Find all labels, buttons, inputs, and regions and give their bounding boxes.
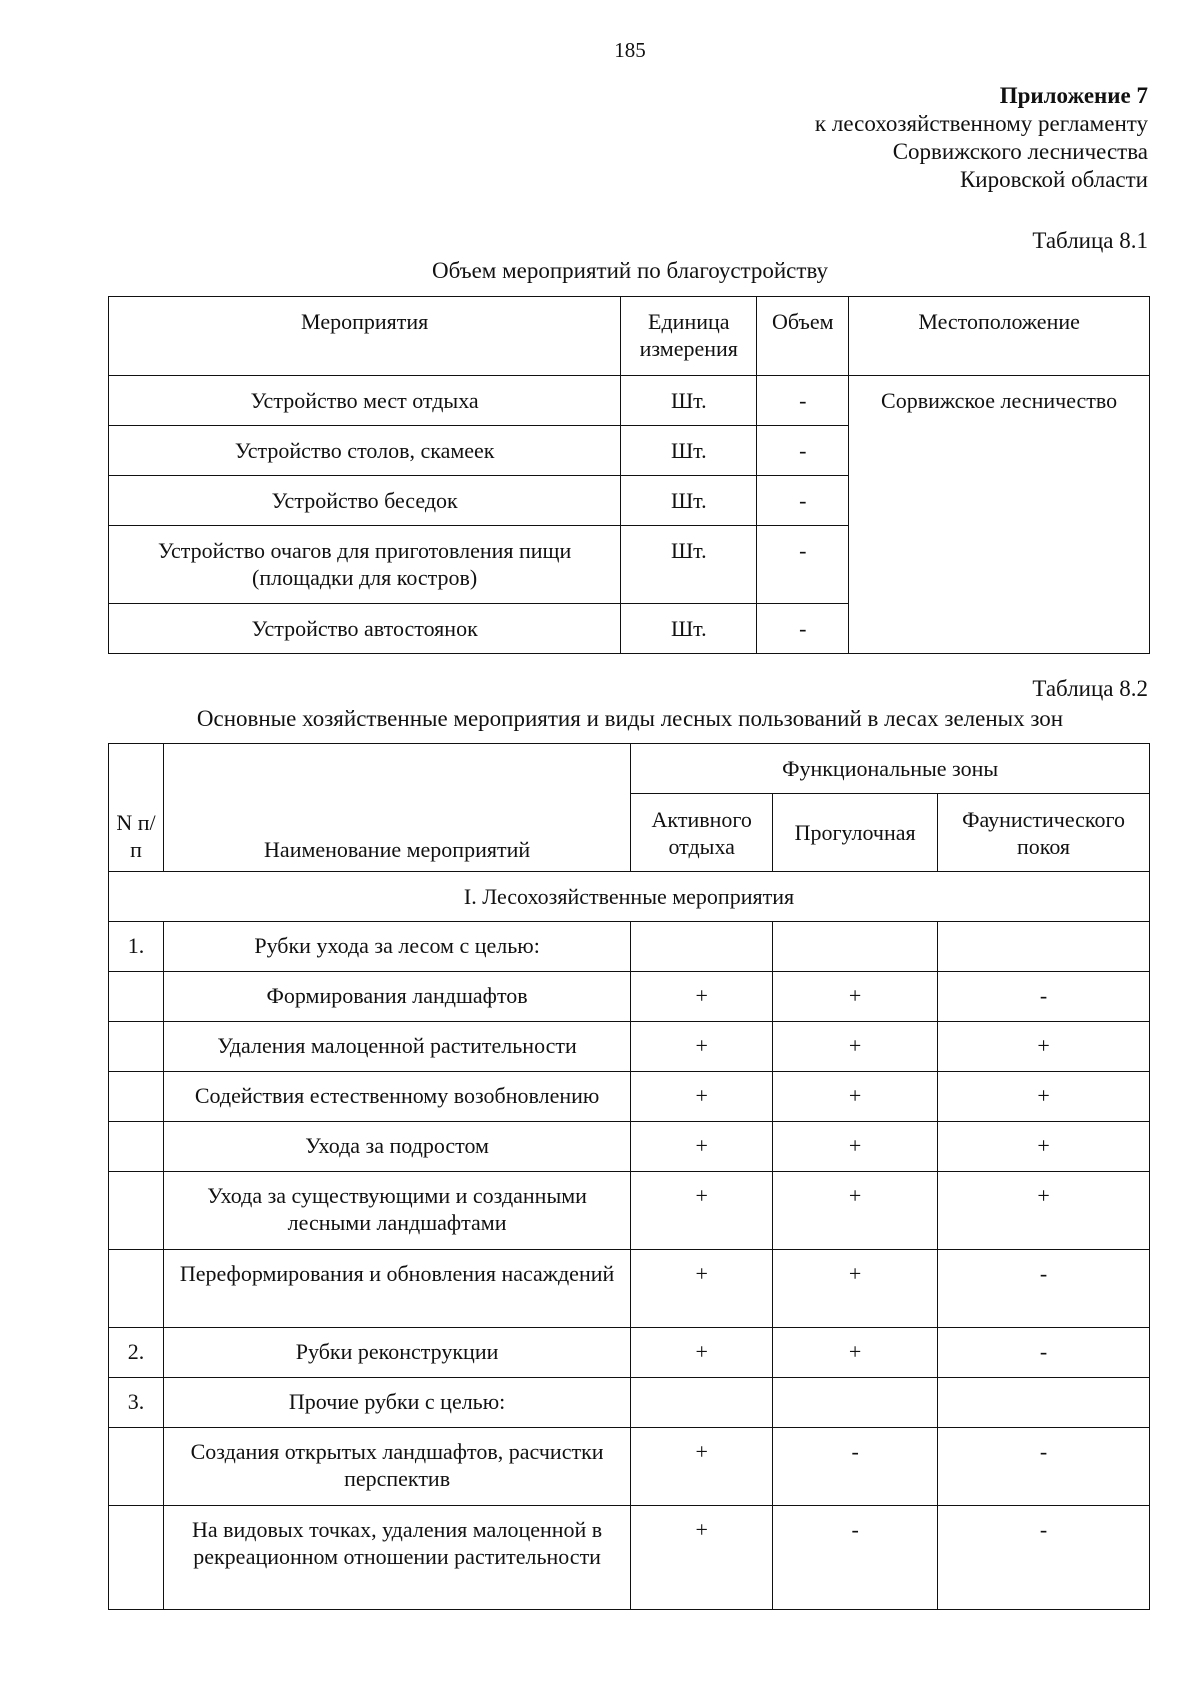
table-row <box>109 1378 1150 1428</box>
walking-cell: + <box>773 1122 938 1172</box>
active-cell: + <box>631 1250 773 1328</box>
activity-cell: Устройство беседок <box>109 476 621 526</box>
walking-cell: + <box>773 1022 938 1072</box>
header-active: Активного отдыха <box>631 794 773 872</box>
active-cell <box>631 1378 773 1428</box>
faunal-cell: + <box>938 1122 1150 1172</box>
activity-cell: Устройство столов, скамеек <box>109 426 621 476</box>
num-cell <box>109 1506 164 1610</box>
appendix-line-1: к лесохозяйственному регламенту <box>814 111 1148 136</box>
location-cell: Сорвижское лесничество <box>849 376 1150 654</box>
name-cell: Ухода за подростом <box>163 1122 630 1172</box>
faunal-cell: - <box>938 1250 1150 1328</box>
walking-cell: - <box>773 1428 938 1506</box>
walking-cell: + <box>773 1072 938 1122</box>
table-row <box>109 922 1150 972</box>
name-cell: Ухода за существующими и созданными лесными ландшафтами <box>163 1172 630 1250</box>
walking-cell: + <box>773 1172 938 1250</box>
appendix-line-2: Сорвижского лесничества <box>892 139 1148 164</box>
header-faunal: Фаунистического покоя <box>938 794 1150 872</box>
unit-cell: Шт. <box>621 476 757 526</box>
walking-cell: + <box>773 1328 938 1378</box>
table1-number: Таблица 8.1 <box>1032 228 1148 253</box>
volume-cell: - <box>757 376 849 426</box>
activity-cell: Устройство очагов для приготовления пищи (площадки для костров) <box>109 526 621 604</box>
name-cell: Содействия естественному возобновлению <box>163 1072 630 1122</box>
walking-cell <box>773 922 938 972</box>
num-cell <box>109 1022 164 1072</box>
name-cell: Прочие рубки с целью: <box>163 1378 630 1428</box>
unit-cell: Шт. <box>621 604 757 654</box>
num-cell <box>109 1172 164 1250</box>
header-walking: Прогулочная <box>773 794 938 872</box>
faunal-cell: - <box>938 1506 1150 1610</box>
name-cell: Рубки ухода за лесом с целью: <box>163 922 630 972</box>
faunal-cell: - <box>938 1428 1150 1506</box>
table-row <box>109 1506 1150 1610</box>
name-cell: Рубки реконструкции <box>163 1328 630 1378</box>
num-cell <box>109 1122 164 1172</box>
num-cell <box>109 1428 164 1506</box>
header-zones: Функциональные зоны <box>631 744 1150 794</box>
table-8-1 <box>108 296 1150 654</box>
table-row <box>109 1328 1150 1378</box>
table-row <box>109 376 1150 426</box>
header-num: N п/п <box>109 744 164 872</box>
active-cell: + <box>631 1428 773 1506</box>
num-cell <box>109 1072 164 1122</box>
num-cell: 1. <box>109 922 164 972</box>
name-cell: Переформирования и обновления насаждений <box>163 1250 630 1328</box>
faunal-cell <box>938 1378 1150 1428</box>
faunal-cell: - <box>938 1328 1150 1378</box>
table1-title: Объем мероприятий по благоустройству <box>431 258 829 283</box>
active-cell: + <box>631 1328 773 1378</box>
num-cell: 3. <box>109 1378 164 1428</box>
table-row <box>109 1072 1150 1122</box>
header-unit: Единица измерения <box>621 297 757 376</box>
page-number: 185 <box>614 38 646 62</box>
section-title: I. Лесохозяйственные мероприятия <box>109 872 1150 922</box>
faunal-cell <box>938 922 1150 972</box>
faunal-cell: + <box>938 1172 1150 1250</box>
table-row <box>109 1022 1150 1072</box>
volume-cell: - <box>757 526 849 604</box>
appendix-line-3: Кировской области <box>959 167 1148 192</box>
active-cell: + <box>631 1072 773 1122</box>
num-cell: 2. <box>109 1328 164 1378</box>
faunal-cell: + <box>938 1072 1150 1122</box>
walking-cell <box>773 1378 938 1428</box>
activity-cell: Устройство автостоянок <box>109 604 621 654</box>
unit-cell: Шт. <box>621 376 757 426</box>
name-cell: Создания открытых ландшафтов, расчистки перспектив <box>163 1428 630 1506</box>
table-8-2 <box>108 743 1150 1610</box>
active-cell: + <box>631 1172 773 1250</box>
num-cell <box>109 972 164 1022</box>
table2-number: Таблица 8.2 <box>1032 676 1148 701</box>
active-cell <box>631 922 773 972</box>
volume-cell: - <box>757 426 849 476</box>
appendix-block <box>815 82 1148 194</box>
num-cell <box>109 1250 164 1328</box>
header-activity: Мероприятия <box>109 297 621 376</box>
walking-cell: + <box>773 1250 938 1328</box>
activity-cell: Устройство мест отдыха <box>109 376 621 426</box>
table-row <box>109 1250 1150 1328</box>
table-row <box>109 1122 1150 1172</box>
volume-cell: - <box>757 604 849 654</box>
volume-cell: - <box>757 476 849 526</box>
faunal-cell: + <box>938 1022 1150 1072</box>
table2-title: Основные хозяйственные мероприятия и виды лесных пользований в лесах зеленых зон <box>196 706 1064 731</box>
table-row <box>109 972 1150 1022</box>
table-row <box>109 1172 1150 1250</box>
name-cell: На видовых точках, удаления малоценной в рекреационном отношении растительности <box>163 1506 630 1610</box>
faunal-cell: - <box>938 972 1150 1022</box>
unit-cell: Шт. <box>621 426 757 476</box>
header-name: Наименование мероприятий <box>163 744 630 872</box>
header-volume: Объем <box>757 297 849 376</box>
active-cell: + <box>631 1506 773 1610</box>
walking-cell: + <box>773 972 938 1022</box>
table-row <box>109 1428 1150 1506</box>
active-cell: + <box>631 1122 773 1172</box>
active-cell: + <box>631 1022 773 1072</box>
appendix-title: Приложение 7 <box>999 83 1148 108</box>
unit-cell: Шт. <box>621 526 757 604</box>
name-cell: Удаления малоценной растительности <box>163 1022 630 1072</box>
active-cell: + <box>631 972 773 1022</box>
header-location: Местоположение <box>849 297 1150 376</box>
name-cell: Формирования ландшафтов <box>163 972 630 1022</box>
walking-cell: - <box>773 1506 938 1610</box>
